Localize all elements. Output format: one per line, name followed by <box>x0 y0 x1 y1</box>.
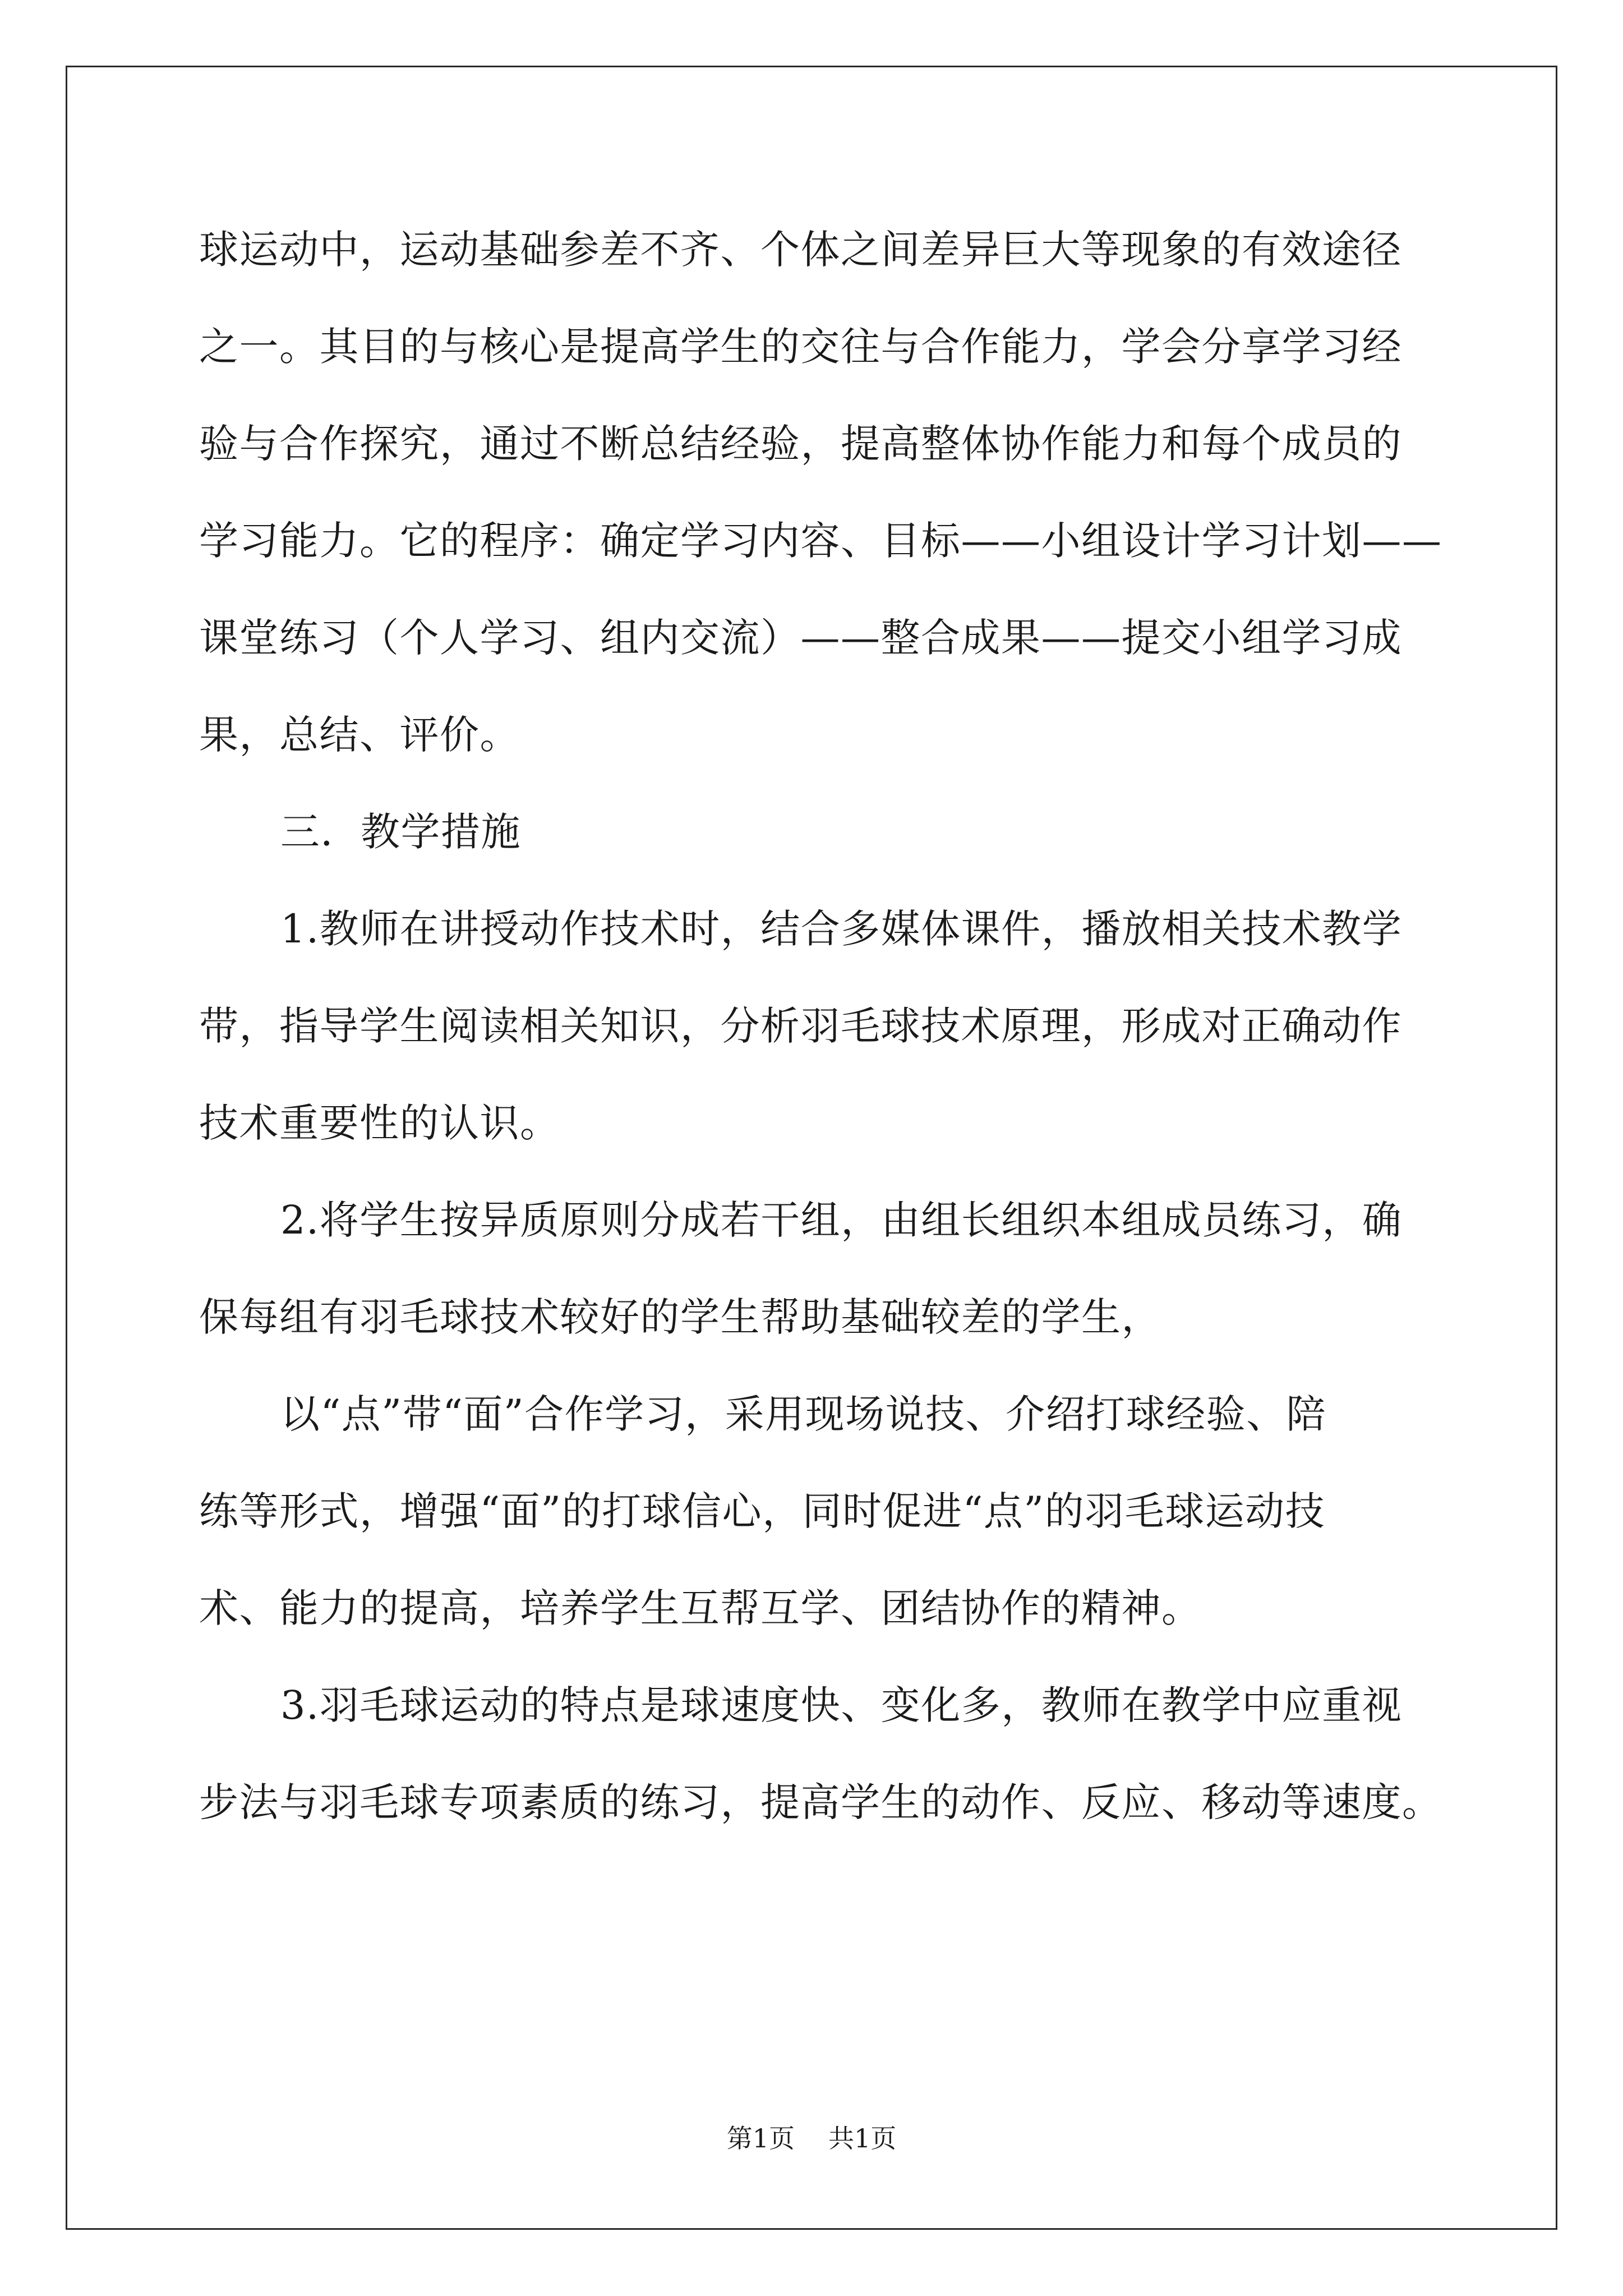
text-line: 验与合作探究，通过不断总结经验，提高整体协作能力和每个成员的 <box>199 421 1402 467</box>
page-number: 第1页 <box>726 2123 795 2154</box>
text-line: 课堂练习（个人学习、组内交流）——整合成果——提交小组学习成 <box>199 615 1402 661</box>
section-heading: 三．教学措施 <box>280 809 521 855</box>
text-line: 之一。其目的与核心是提高学生的交往与合作能力，学会分享学习经 <box>199 324 1402 370</box>
text-line: 步法与羽毛球专项素质的练习，提高学生的动作、反应、移动等速度。 <box>199 1779 1442 1825</box>
page-footer <box>0 2122 1623 2155</box>
text-line: 学习能力。它的程序：确定学习内容、目标——小组设计学习计划—— <box>199 518 1442 564</box>
text-line: 练等形式，增强“面”的打球信心，同时促进“点”的羽毛球运动技 <box>199 1488 1326 1534</box>
text-line: 技术重要性的认识。 <box>199 1100 560 1146</box>
text-line: 带，指导学生阅读相关知识，分析羽毛球技术原理，形成对正确动作 <box>199 1003 1402 1049</box>
text-line: 果，总结、评价。 <box>199 712 520 758</box>
text-line: 保每组有羽毛球技术较好的学生帮助基础较差的学生， <box>199 1294 1161 1340</box>
page-total: 共1页 <box>828 2123 897 2154</box>
text-line: 2.将学生按异质原则分成若干组，由组长组织本组成员练习，确 <box>280 1197 1403 1243</box>
text-line: 球运动中，运动基础参差不齐、个体之间差异巨大等现象的有效途径 <box>199 227 1402 273</box>
text-line: 术、能力的提高，培养学生互帮互学、团结协作的精神。 <box>199 1585 1202 1631</box>
text-line: 以“点”带“面”合作学习，采用现场说技、介绍打球经验、陪 <box>280 1391 1327 1437</box>
text-line: 3.羽毛球运动的特点是球速度快、变化多，教师在教学中应重视 <box>280 1682 1403 1728</box>
text-line: 1.教师在讲授动作技术时，结合多媒体课件，播放相关技术教学 <box>280 906 1403 952</box>
